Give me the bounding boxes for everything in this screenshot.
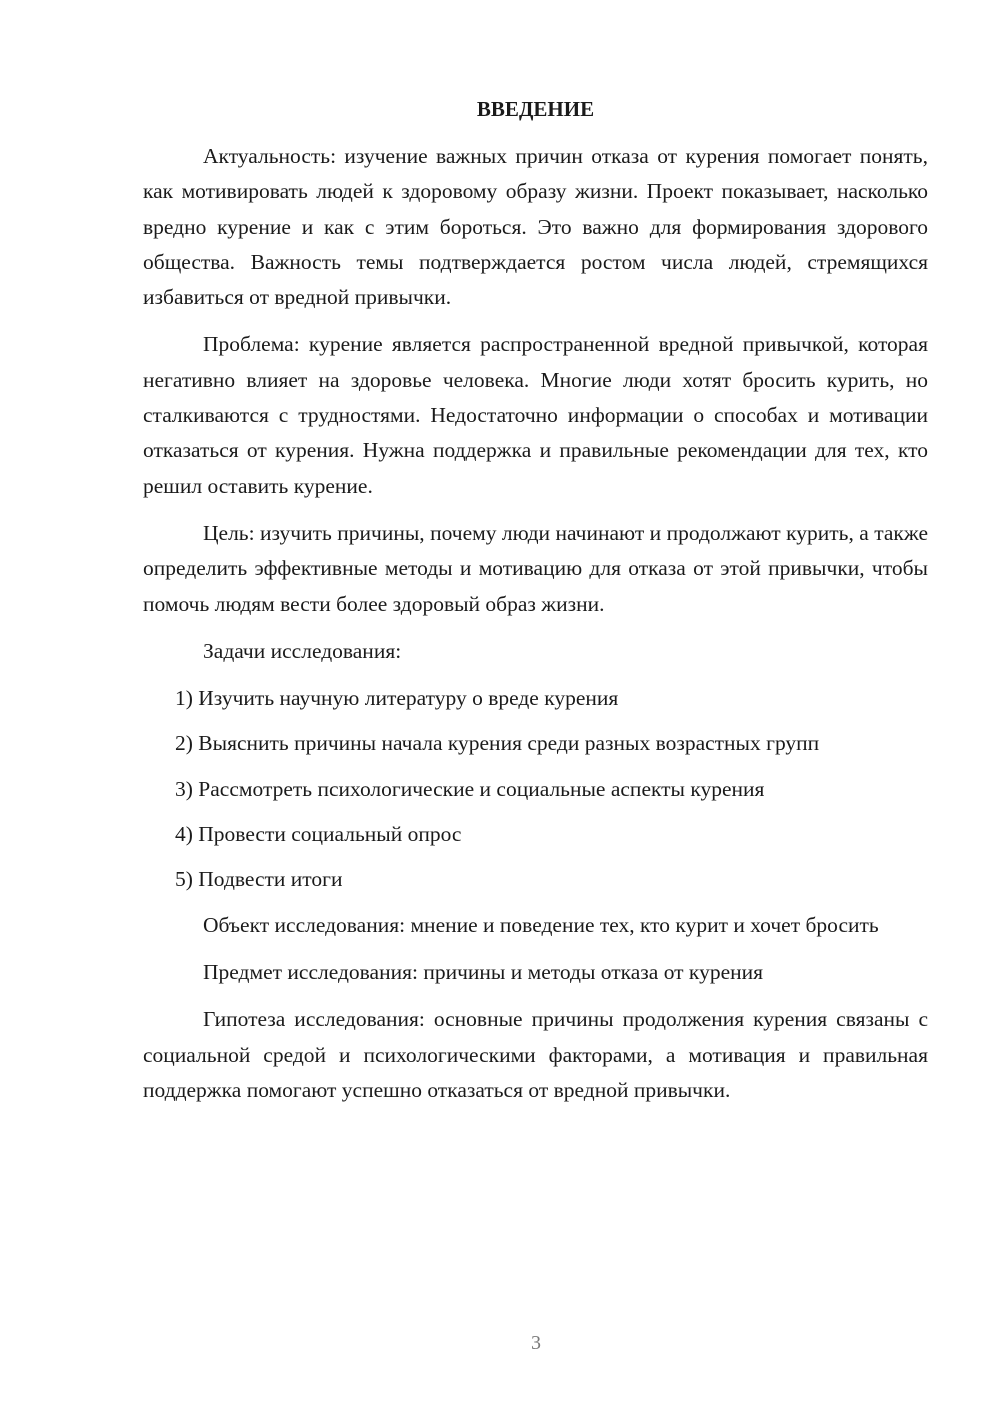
task-item: 4) Провести социальный опрос xyxy=(175,822,462,847)
hypothesis-paragraph: Гипотеза исследования: основные причины продолжения курения связаны с социальной средой и психологическими факторами, а мотивация и правильная поддержка помогают успешно отказаться от вредной привычки. xyxy=(143,1007,928,1102)
task-item: 1) Изучить научную литературу о вреде курения xyxy=(175,686,619,711)
subject-paragraph: Предмет исследования: причины и методы отказа от курения xyxy=(203,959,764,984)
object-paragraph: Объект исследования: мнение и поведение тех, кто курит и хочет бросить xyxy=(203,912,879,937)
goal-paragraph: Цель: изучить причины, почему люди начинают и продолжают курить, а также определить эффективные методы и мотивацию для отказа от этой привычки, чтобы помочь людям вести более здоровый образ жизни. xyxy=(143,520,928,616)
document-page xyxy=(143,92,928,1120)
task-item: 3) Рассмотреть психологические и социальные аспекты курения xyxy=(175,776,765,801)
task-item: 5) Подвести итоги xyxy=(175,867,343,892)
task-item: 2) Выяснить причины начала курения среди разных возрастных групп xyxy=(175,731,820,756)
tasks-list xyxy=(143,681,928,897)
relevance-paragraph: Актуальность: изучение важных причин отказа от курения помогает понять, как мотивировать людей к здоровому образу жизни. Проект показывает, насколько вредно курение и как с этим бороться. Это важно для формирования здорового общества. Важность темы подтверждается ростом числа людей, стремящихся избавиться от вредной привычки. xyxy=(143,144,928,310)
page-number: 3 xyxy=(531,1332,541,1354)
section-heading: ВВЕДЕНИЕ xyxy=(476,97,595,121)
tasks-title: Задачи исследования: xyxy=(203,638,402,663)
problem-paragraph: Проблема: курение является распространенной вредной привычкой, которая негативно влияет на здоровье человека. Многие люди хотят бросить курить, но сталкиваются с трудностями. Недостаточно информации о способах и мотивации отказаться от курения. Нужна поддержка и правильные рекомендации для тех, кто решил оставить курение. xyxy=(143,332,928,498)
